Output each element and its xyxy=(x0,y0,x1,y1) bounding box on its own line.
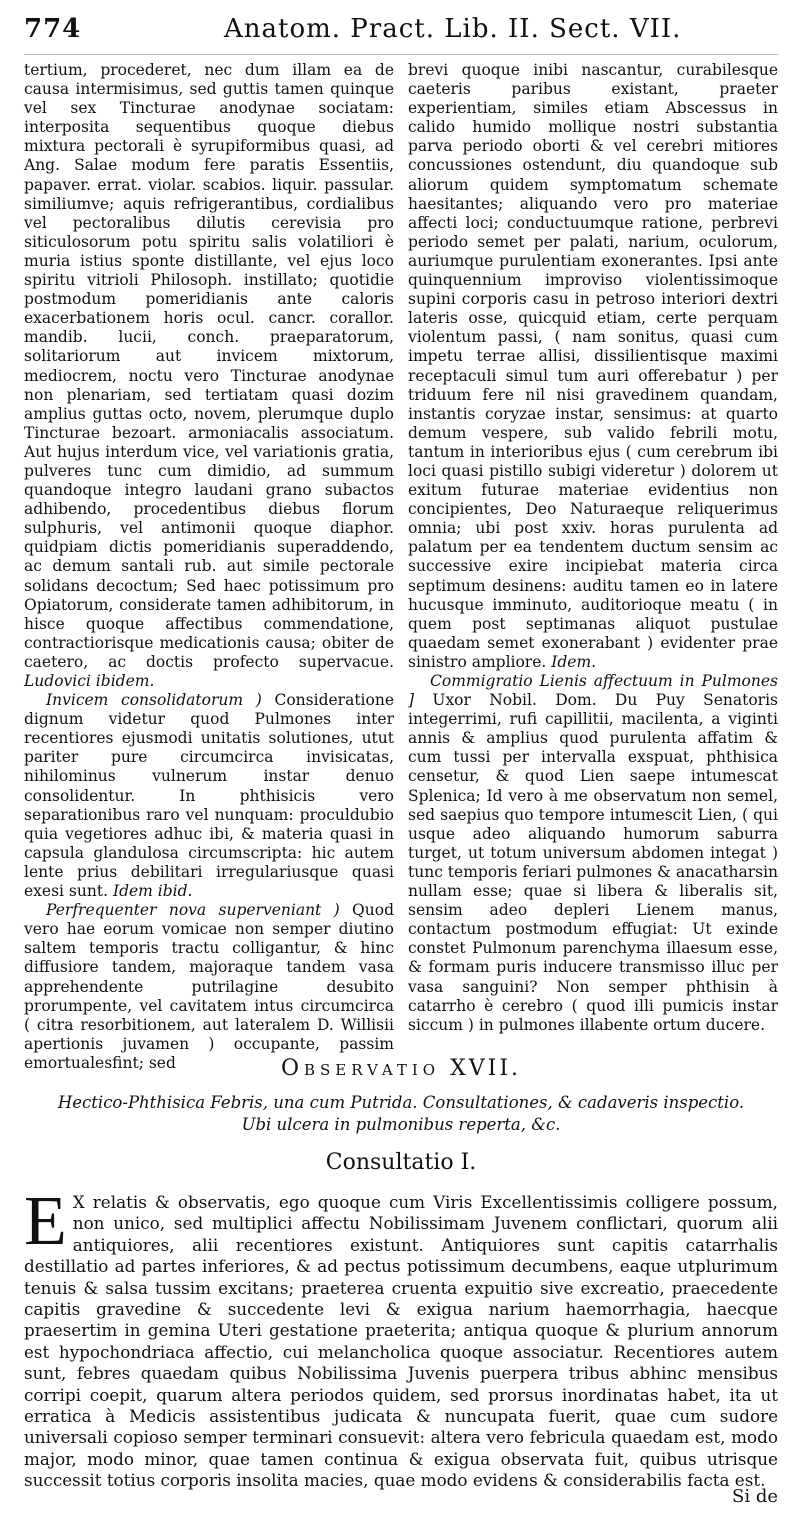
consultation-body: X relatis & observatis, ego quoque cum Viris Excellentissimis colligere possum, non unico, sed multiplici affectu Nobilissimam Juvenem conflictari, quorum alii antiquiores, alii recentiores existunt. Antiquiores sunt capitis catarrhalis destillatio ad partes inferiores, & ad pectus potissimum decumbens, eaque utplurimum tenuis & salsa tussim excitans; praeterea cruenta expuitio sive excreatio, praecedente capitis gravedine & succedente levi & exigua narium haemorrhagia, haecque praesertim in gemina Uteri gestatione praeterita; antiqua quoque & plurium annorum est hypochondriaca affectio, cui melancholica quoque associatur. Recentiores autem sunt, febres quaedam quibus Nobilissima Juvenis puerpera tribus abhinc mensibus corripi coepit, quarum altera periodos quidem, sed prorsus inordinatas habet, ita ut erratica à Medicis assistentibus judicata & nuncupata fuerit, quae cum sudore universali copioso semper terminari consuevit: altera vero febricula quaedam est, modo major, modo minor, quae tamen continua & exigua observata fuit, quibus utrisque successit totius corporis insolita macies, quae modo evidens & considerabilis facta est. xyxy=(24,1192,778,1491)
consultation-text xyxy=(24,1183,778,1492)
observation-number: XVII. xyxy=(450,1056,522,1081)
lemma: Invicem consolidatorum ) xyxy=(46,691,262,710)
left-paragraph-3: Perfrequenter nova superveniant ) Quod vero hae eorum vomicae non semper diutino saltem temporis tractu colligantur, & hinc diffusiore tandem, majoraque tandem vasa apprehendente putrilagine desubito prorumpente, vel cavitatem intus circumcirca ( citra resorbitionem, aut lateralem D. Willisii apertionis juvamen ) occupante, passim emortualesfint; sed xyxy=(24,901,394,1072)
right-paragraph-1: brevi quoque inibi nascantur, curabilesque caeteris paribus existant, praeter experientiam, similes etiam Abscessus in calido humido mollique nostri substantia parva periodo oborti & vel cerebri mitiores concussiones ostendunt, diu quandoque sub aliorum quidem symptomatum schemate haesitantes; aliquando vero pro materiae affecti loci; conductuumque ratione, perbrevi periodo semet per palati, narium, oculorum, auriumque purulentiam exonerantes. Ipsi ante quinquennium improviso violentissimoque supini corporis casu in petroso interiori dextri lateris osse, quicquid etiam, certe perquam violentum passi, ( nam sonitus, quasi cum impetu terrae allisi, dissilientisque maximi receptaculi simul tum auri offerebatur ) per triduum fere nil nisi gravedinem quandam, instantis coryzae instar, sensimus: at quarto demum vespere, sub valido febrili motu, tantum in interioribus ejus ( cum cerebrum ibi loci quasi pistillo subigi videretur ) dolorem ut exitum futurae materiae evidentius non concipientes, Deo Naturaeque reliquerimus omnia; ubi post xxiv. horas purulenta ad palatum per ea tendentem ductum sensim ac successive exire incipiebat materia circa septimum desinens: auditu tamen eo in latere hucusque imminuto, auditorioque meatu ( in quem post septimanas aliquot pustulae quaedam semet exonerabant ) evidenter prae sinistro ampliore. Idem. xyxy=(408,61,778,671)
citation: Idem ibid. xyxy=(112,882,193,901)
left-paragraph-1: tertium, procederet, nec dum illam ea de causa intermisimus, sed guttis tamen quinque vel sex Tincturae anodynae sociatam: interposita sequentibus quoque diebus mixtura pectorali è syrupiformibus quasi, ad Ang. Salae modum fere paratis Essentiis, papaver. errat. violar. scabios. liquir. passular. similiumve; aquis refrigerantibus, cordialibus vel pectoralibus dilutis cerevisia pro siticulosorum potu spiritu salis volatiliori è muria istius sponte distillante, vel ejus loco spiritu vitrioli Philosoph. instillato; quotidie postmodum pomeridianis ante caloris exacerbationem horis ocul. cancr. corallor. mandib. lucii, conch. praeparatorum, solitariorum aut invicem mixtorum, mediocrem, noctu vero Tincturae anodynae non plenariam, sed tertiatam quasi dozim amplius guttas octo, novem, plerumque duplo Tincturae bezoart. armoniacalis associatum. Aut hujus interdum vice, vel variationis gratia, pulveres tunc cum dimidio, ad summum quandoque integro laudani grano subactos adhibendo, procedentibus diebus florum sulphuris, vel antimonii quoque diaphor. quidpiam dictis pomeridianis superaddendo, ac demum santali rub. aut simile pectorale solidans decoctum; Sed haec potissimum pro Opiatorum, considerate tamen adhibitorum, in hisce quoque affectibus commendatione, contractiorisque medicationis causa; obiter de caetero, ac doctis profecto supervacue. Ludovici ibidem. xyxy=(24,61,394,690)
right-column xyxy=(408,61,778,1046)
drop-cap: E xyxy=(24,1183,67,1260)
page-number: 774 xyxy=(24,14,82,44)
left-column xyxy=(24,61,394,1072)
lemma: Perfrequenter nova superveniant ) xyxy=(46,901,340,920)
left-paragraph-2: Invicem consolidatorum ) Consideratione dignum videtur quod Pulmones inter recentiores ejusmodi unitatis solutiones, utut pariter pure circumcirca invisicatas, nihilominus vulnerum instar denuo consolidentur. In phthisicis vero separationibus raro vel nunquam: proculdubio quia vegetiores adhuc ibi, & materia quasi in capsula glandulosa circumscripta: hic autem lente prius debilitari irregulariusque quasi exesi sunt. Idem ibid. xyxy=(24,691,394,901)
lemma: Commigratio Lienis affectuum in Pulmones ] xyxy=(408,672,778,710)
observation-subtitle-1: Hectico-Phthisica Febris, una cum Putrida. Consultationes, & cadaveris inspectio. xyxy=(57,1093,745,1112)
citation: Idem. xyxy=(551,652,597,671)
catchword: Si de xyxy=(732,1486,778,1507)
consultation-title: Consultatio I. xyxy=(325,1150,477,1175)
observation-label: Observatio xyxy=(280,1056,441,1081)
running-head xyxy=(24,14,778,55)
right-paragraph-2: Commigratio Lienis affectuum in Pulmones ] Uxor Nobil. Dom. Du Puy Senatoris integerrimi, rufi capillitii, macilenta, a viginti annis & amplius quod purulenta affatim & cum tussi per intervalla exspuat, phthisica censetur, & quod Lien saepe intumescat Splenica; Id vero à me observatum non semel, sed saepius quo tempore intumescit Lien, ( qui usque adeo aliquando humorum saburra turget, ut totum universum abdomen integat ) tunc temporis feriari pulmones & anacatharsin nullam esse; quae si libera & liberalis sit, sensim adeo depleri Lienem manus, contactum postmodum effugiat: Ut exinde constet Pulmonum parenchyma illaesum esse, & formam puris inducere transmisso illuc per vasa sanguini? Non semper phthisin à catarrho è cerebro ( quod illi pumicis instar siccum ) in pulmones illabente ortum ducere. xyxy=(408,672,779,1034)
running-title: Anatom. Pract. Lib. II. Sect. VII. xyxy=(224,14,682,44)
citation: Ludovici ibidem. xyxy=(24,672,155,690)
observation-subtitle-2: Ubi ulcera in pulmonibus reperta, &c. xyxy=(241,1115,561,1134)
